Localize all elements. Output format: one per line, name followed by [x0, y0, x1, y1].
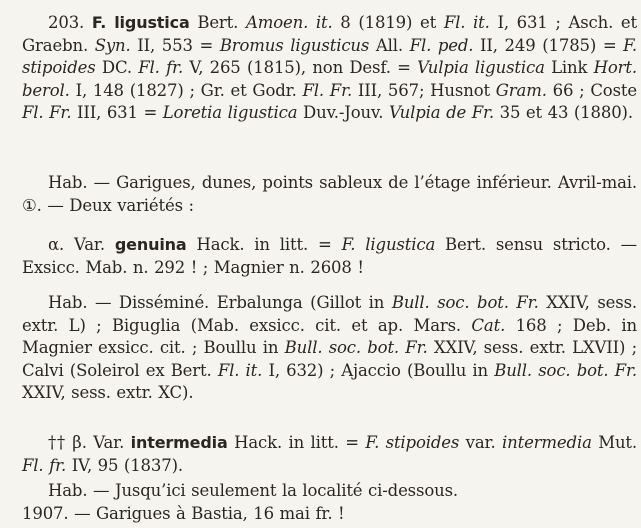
habitat-alpha: Hab. — Disséminé. Erbalunga (Gillot in Bull. soc. bot. Fr. XXIV, sess. extr. L) ; Biguglia (Mab. exsicc. cit. et ap. Mars. Cat. 168 ; Deb. in Magnier exsicc. cit. ; Boullu in Bull. soc. bot. Fr. XXIV, sess. extr. LXVII) ; Calvi (Soleirol ex Bert. Fl. it. I, 632) ; Ajaccio (Boullu in Bull. soc. bot. Fr. XXIV, sess. extr. XC).	[22, 293, 637, 402]
citation-title: Syn.	[94, 35, 131, 55]
synonym-name: Loretia ligustica	[162, 103, 298, 122]
citation-title: Fl. it.	[217, 360, 263, 380]
synonym-name: Bromus ligusticus	[219, 35, 370, 55]
synonym-name: intermedia	[501, 433, 592, 452]
citation-title: Fl. ped.	[409, 35, 474, 55]
citation-title: Fl. Fr.	[22, 103, 72, 122]
habitat-paragraph: Hab. — Garigues, dunes, points sableux de l’étage inférieur. Avril-mai. ①. — Deux variétés :	[22, 173, 637, 215]
species-entry-203: 203. F. ligustica Bert. Amoen. it. 8 (1819) et Fl. it. I, 631 ; Asch. et Graebn. Syn. II, 553 = Bromus ligusticus All. Fl. ped. II, 249 (1785) = F. stipoides DC. Fl. fr. V, 265 (1815), non Desf. = Vulpia ligustica Link Hort. berol. I, 148 (1827) ; Gr. et Godr. Fl. Fr. III, 567; Husnot Gram. 66 ; Coste Fl. Fr. III, 631 = Loretia ligustica Duv.-Jouv. Vulpia de Fr. 35 et 43 (1880).	[22, 13, 638, 122]
variety-name: genuina	[114, 235, 187, 254]
synonym-name: F. stipoides	[22, 35, 637, 77]
habitat-beta: Hab. — Jusqu’ici seulement la localité ci-dessous.	[48, 481, 458, 500]
citation-title: Bull. soc. bot. Fr.	[284, 338, 428, 357]
citation-title: Vulpia de Fr.	[388, 103, 495, 122]
variety-name: intermedia	[130, 433, 228, 452]
variety-beta: †† β. Var. intermedia Hack. in litt. = F. stipoides var. intermedia Mut. Fl. fr. IV, 95 (1837).	[22, 433, 637, 475]
variety-alpha: α. Var. genuina Hack. in litt. = F. ligustica Bert. sensu stricto. — Exsicc. Mab. n. 292 ! ; Magnier n. 2608 !	[22, 235, 637, 277]
synonym-name: F. stipoides	[365, 433, 460, 452]
entry-number: 203.	[48, 13, 85, 32]
citation-title: Bull. soc. bot. Fr.	[494, 360, 637, 380]
synonym-name: F. ligustica	[341, 235, 436, 254]
citation-title: Gram.	[495, 80, 547, 100]
species-name: F. ligustica	[91, 13, 190, 32]
citation-title: Fl. fr.	[138, 58, 184, 77]
citation-title: Amoen. it.	[245, 13, 333, 32]
collection-record: 1907. — Garigues à Bastia, 16 mai fr. !	[22, 504, 345, 523]
citation-title: Fl. it.	[443, 13, 490, 32]
citation-title: Fl. fr.	[22, 455, 67, 475]
citation-title: Cat.	[471, 315, 506, 335]
citation-title: Fl. Fr.	[302, 80, 353, 100]
citation-title: Hort. berol.	[22, 58, 637, 100]
citation-title: Bull. soc. bot. Fr.	[391, 293, 539, 312]
synonym-name: Vulpia ligustica	[417, 58, 545, 77]
